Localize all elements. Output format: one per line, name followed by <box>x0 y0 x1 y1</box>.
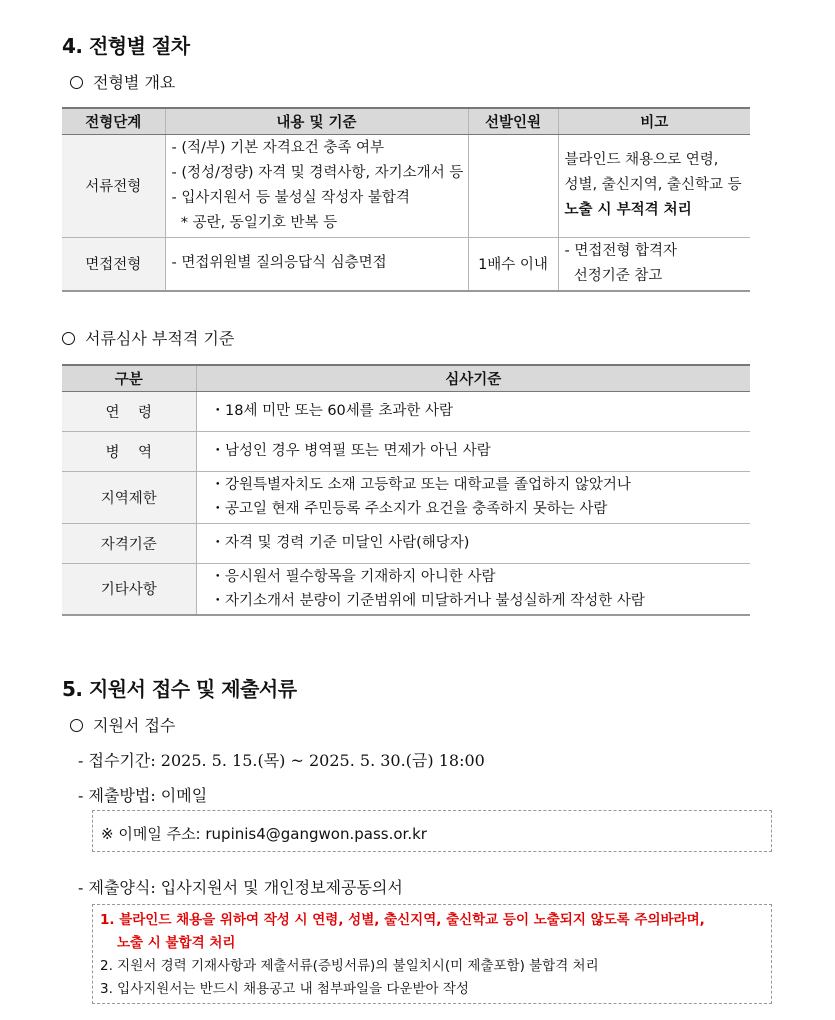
table-row <box>62 391 750 431</box>
criteria-label: 병 역 <box>62 431 196 471</box>
criteria-label: 지역제한 <box>62 471 196 523</box>
email-address: ※ 이메일 주소: rupinis4@gangwon.pass.or.kr <box>101 825 427 843</box>
submission-method: - 제출방법: 이메일 <box>78 786 208 805</box>
circle-bullet-icon <box>70 719 83 732</box>
circle-bullet-icon <box>70 76 83 89</box>
stage-interview: 면접전형 <box>62 237 165 291</box>
header-content: 내용 및 기준 <box>165 108 468 134</box>
section-5-title: 5. 지원서 접수 및 제출서류 <box>62 677 297 701</box>
count-document <box>468 134 558 237</box>
table-row <box>62 471 750 523</box>
reception-heading: 지원서 접수 <box>70 713 175 736</box>
notice-2: 2. 지원서 경력 기재사항과 제출서류(증빙서류)의 불일치시(미 제출포함) 불합격 처리 <box>100 958 599 974</box>
stage-document: 서류전형 <box>62 134 165 237</box>
notice-3: 3. 입사지원서는 반드시 채용공고 내 첨부파일을 다운받아 작성 <box>100 981 469 997</box>
table-row <box>62 237 750 291</box>
table-row <box>62 431 750 471</box>
circle-bullet-icon <box>62 332 75 345</box>
email-note-box <box>92 810 772 852</box>
header-note: 비고 <box>558 108 750 134</box>
notice-1: 1. 블라인드 채용을 위하여 작성 시 연령, 성별, 출신지역, 출신학교 등이 노출되지 않도록 주의바라며, <box>100 912 705 928</box>
criteria-items: ・남성인 경우 병역필 또는 면제가 아닌 사람 <box>196 431 750 471</box>
criteria-items: ・강원특별자치도 소재 고등학교 또는 대학교를 졸업하지 않았거나 ・공고일 현재 주민등록 주소지가 요건을 충족하지 못하는 사람 <box>196 471 750 523</box>
overview-heading: 전형별 개요 <box>70 70 175 93</box>
submission-form: - 제출양식: 입사지원서 및 개인정보제공동의서 <box>78 878 403 897</box>
section-4-title: 4. 전형별 절차 <box>62 34 190 58</box>
criteria-items: ・응시원서 필수항목을 기재하지 아니한 사람 ・자기소개서 분량이 기준범위에 미달하거나 불성실하게 작성한 사람 <box>196 563 750 615</box>
content-interview: - 면접위원별 질의응답식 심층면접 <box>165 237 468 291</box>
header-category: 구분 <box>62 365 196 391</box>
criteria-label: 자격기준 <box>62 523 196 563</box>
header-criteria: 심사기준 <box>196 365 750 391</box>
header-stage: 전형단계 <box>62 108 165 134</box>
criteria-label: 기타사항 <box>62 563 196 615</box>
content-document: - (적/부) 기본 자격요건 충족 여부 - (정성/정량) 자격 및 경력사항, 자기소개서 등 - 입사지원서 등 불성실 작성자 불합격 * 공란, 동일기호 반복 등 <box>165 134 468 237</box>
note-interview: - 면접전형 합격자 선정기준 참고 <box>558 237 750 291</box>
count-interview: 1배수 이내 <box>468 237 558 291</box>
criteria-label: 연 령 <box>62 391 196 431</box>
criteria-items: ・자격 및 경력 기준 미달인 사람(해당자) <box>196 523 750 563</box>
note-document: 블라인드 채용으로 연령, 성별, 출신지역, 출신학교 등 노출 시 부적격 처리 <box>558 134 750 237</box>
reception-period: - 접수기간: 2025. 5. 15.(목) ~ 2025. 5. 30.(금) 18:00 <box>78 751 485 770</box>
notice-1-cont: 노출 시 불합격 처리 <box>117 935 236 951</box>
document-criteria-table <box>62 364 750 616</box>
table-row <box>62 523 750 563</box>
table-row <box>62 134 750 237</box>
criteria-heading: 서류심사 부적격 기준 <box>62 326 234 349</box>
screening-overview-table <box>62 107 750 292</box>
criteria-items: ・18세 미만 또는 60세를 초과한 사람 <box>196 391 750 431</box>
notice-box <box>92 904 772 1004</box>
table-row <box>62 563 750 615</box>
header-count: 선발인원 <box>468 108 558 134</box>
